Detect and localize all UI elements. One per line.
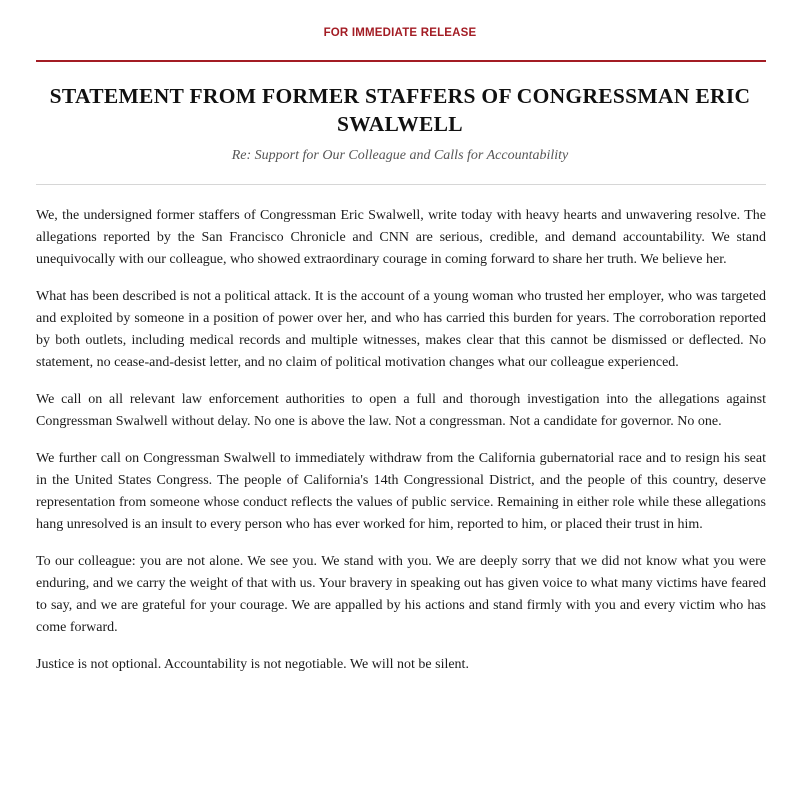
- statement-paragraph: We further call on Congressman Swalwell to immediately withdraw from the California gubernatorial race and to resign his seat in the United States Congress. The people of California's 14th Congressional District, and the people of this country, deserve representation from someone whose conduct reflects the values of public service. Remaining in either role while these allegations hang unresolved is an insult to every person who has ever worked for him, reported to him, or placed their trust in him.: [36, 451, 766, 532]
- statement-paragraph: We, the undersigned former staffers of Congressman Eric Swalwell, write today with heavy hearts and unwavering resolve. The allegations reported by the San Francisco Chronicle and CNN are serious, credible, and demand accountability. We stand unequivocally with our colleague, who showed extraordinary courage in coming forward to share her truth. We believe her.: [36, 208, 766, 267]
- statement-body: [36, 205, 766, 691]
- statement-paragraph: What has been described is not a political attack. It is the account of a young woman who trusted her employer, who was targeted and exploited by someone in a position of power over her, and who has carried this burden for years. The corroboration reported by both outlets, including medical records and multiple witnesses, makes clear that this cannot be dismissed or deflected. No statement, no cease-and-desist letter, and no claim of political motivation changes what our colleague experienced.: [36, 289, 766, 370]
- header-divider: [36, 60, 766, 62]
- release-label: FOR IMMEDIATE RELEASE: [323, 27, 477, 39]
- statement-closing-line: Justice is not optional. Accountability is not negotiable. We will not be silent.: [36, 657, 469, 672]
- document-title: STATEMENT FROM FORMER STAFFERS OF CONGRESSMAN ERIC SWALWELL: [49, 84, 751, 136]
- title-divider: [36, 184, 766, 185]
- statement-paragraph: We call on all relevant law enforcement authorities to open a full and thorough investigation into the allegations against Congressman Swalwell without delay. No one is above the law. Not a congressman. Not a candidate for governor. No one.: [36, 392, 766, 429]
- statement-paragraph: To our colleague: you are not alone. We see you. We stand with you. We are deeply sorry that we did not know what you were enduring, and we carry the weight of that with us. Your bravery in speaking out has given voice to what many victims have feared to say, and we are grateful for your courage. We are appalled by his actions and stand firmly with you and every victim who has come forward.: [36, 554, 766, 635]
- document-subtitle: Re: Support for Our Colleague and Calls for Accountability: [231, 148, 569, 163]
